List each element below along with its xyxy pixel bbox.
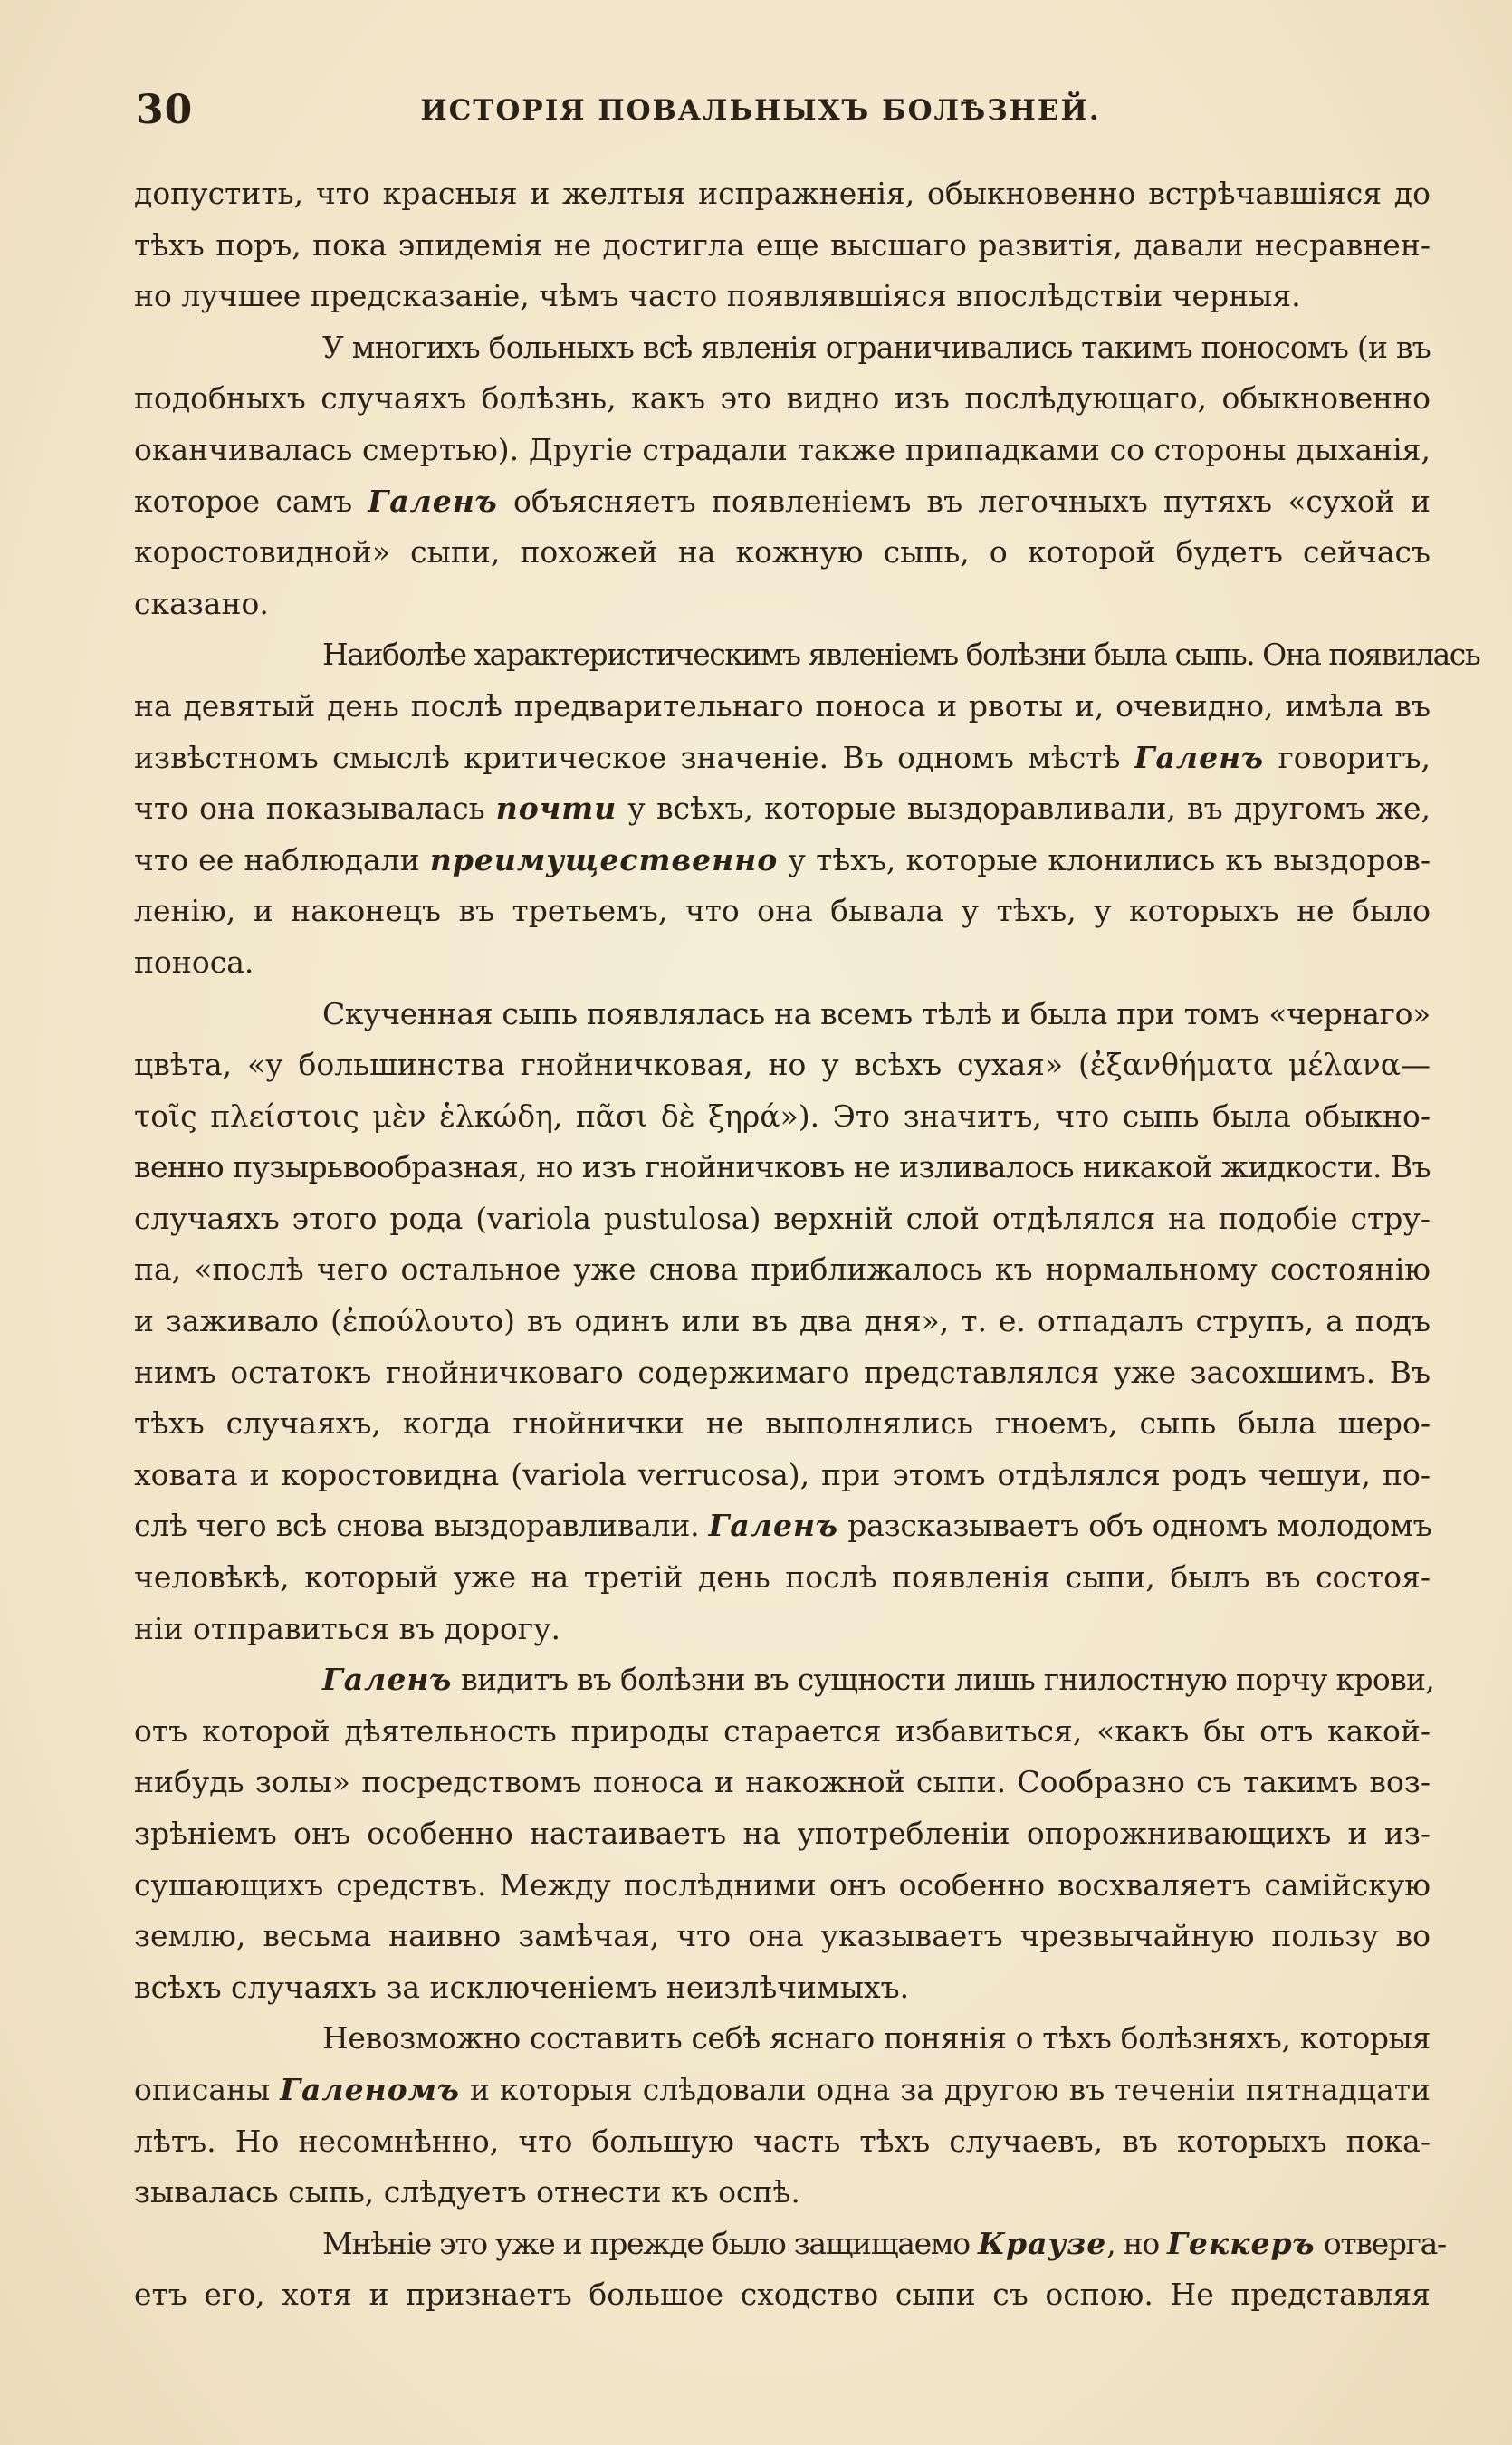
text-line: но лучшее предсказаніе, чѣмъ часто появлявшіяся впослѣдствіи черныя.: [134, 278, 1301, 314]
text-line: Невозможно составить себѣ яснаго понянія о тѣхъ болѣзняхъ, которыя: [322, 2020, 1431, 2057]
text-line: У многихъ больныхъ всѣ явленія ограничивались такимъ поносомъ (и въ: [322, 329, 1431, 365]
text-line: на девятый день послѣ предварительнаго поноса и рвоты и, очевидно, имѣла въ: [134, 687, 1431, 724]
text-line: ніи отправиться въ дорогу.: [134, 1610, 560, 1646]
text-line: человѣкѣ, который уже на третій день послѣ появленія сыпи, былъ въ состоя-: [134, 1559, 1431, 1596]
page-header: [136, 87, 1385, 141]
running-title: ИСТОРІЯ ПОВАЛЬНЫХЪ БОЛѢЗНЕЙ.: [420, 94, 1101, 127]
text-line: ховата и коростовидна (variola verrucosa), при этомъ отдѣлялся родъ чешуи, по-: [134, 1456, 1431, 1492]
text-line: описаны Галеномъ и которыя слѣдовали одна за другою въ теченіи пятнадцати: [134, 2071, 1431, 2107]
text-line: Мнѣніе это уже и прежде было защищаемо Краузе, но Геккеръ отверга-: [322, 2225, 1446, 2261]
text-line: ленію, и наконецъ въ третьемъ, что она бывала у тѣхъ, у которыхъ не было: [134, 893, 1431, 929]
text-line: допустить, что красныя и желтыя испражненія, обыкновенно встрѣчавшіяся до: [134, 176, 1431, 211]
text-line: всѣхъ случаяхъ за исключеніемъ неизлѣчимыхъ.: [134, 1969, 910, 2005]
text-line: тѣхъ случаяхъ, когда гнойнички не выполнялись гноемъ, сыпь была шеро-: [134, 1405, 1431, 1442]
text-line: слѣ чего всѣ снова выздоравливали. Галенъ разсказываетъ объ одномъ молодомъ: [134, 1508, 1432, 1544]
text-line: Скученная сыпь появлялась на всемъ тѣлѣ и была при томъ «чернаго»: [322, 995, 1431, 1031]
page-number: 30: [136, 87, 194, 133]
text-line: случаяхъ этого рода (variola pustulosa) верхній слой отдѣлялся на подобіе стру-: [134, 1200, 1431, 1236]
text-line: нимъ остатокъ гнойничковаго содержимаго представлялся уже засохшимъ. Въ: [134, 1354, 1431, 1390]
text-line: τοῖς πλείστοις μὲν ἑλκώδη, πᾶσι δὲ ξηρά»). Это значитъ, что сыпь была обыкно-: [134, 1098, 1431, 1134]
text-line: па, «послѣ чего остальное уже снова приближалось къ нормальному состоянію: [134, 1251, 1431, 1288]
text-line: что она показывалась почти у всѣхъ, которые выздоравливали, въ другомъ же,: [134, 791, 1431, 827]
text-line: отъ которой дѣятельность природы старается избавиться, «какъ бы отъ какой-: [134, 1712, 1431, 1749]
text-line: поноса.: [134, 944, 254, 980]
text-line: сказано.: [134, 585, 269, 621]
text-line: венно пузырьвообразная, но изъ гнойничковъ не изливалось никакой жидкости. Въ: [134, 1149, 1431, 1185]
text-line: и заживало (ἐπούλουτο) въ одинъ или въ два дня», т. е. отпадалъ струпъ, а подъ: [134, 1303, 1431, 1339]
text-line: которое самъ Галенъ объясняетъ появленіемъ въ легочныхъ путяхъ «сухой и: [134, 483, 1431, 519]
text-line: подобныхъ случаяхъ болѣзнь, какъ это видно изъ послѣдующаго, обыкновенно: [134, 380, 1431, 417]
text-line: коростовидной» сыпи, похожей на кожную сыпь, о которой будетъ сейчасъ: [134, 534, 1431, 570]
text-line: зрѣніемъ онъ особенно настаиваетъ на употребленіи опорожнивающихъ и из-: [134, 1816, 1431, 1851]
body-text: [134, 168, 1480, 2321]
text-line: етъ его, хотя и признаетъ большое сходство сыпи съ оспою. Не представляя: [134, 2277, 1431, 2313]
text-line: землю, весьма наивно замѣчая, что она указываетъ чрезвычайную пользу во: [134, 1918, 1431, 1954]
text-line: зывалась сыпь, слѣдуетъ отнести къ оспѣ.: [134, 2174, 800, 2210]
text-line: нибудь золы» посредствомъ поноса и накожной сыпи. Сообразно съ такимъ воз-: [134, 1764, 1431, 1800]
text-line: Наиболѣе характеристическимъ явленіемъ болѣзни была сыпь. Она появилась: [322, 637, 1480, 673]
text-line: Галенъ видитъ въ болѣзни въ сущности лишь гнилостную порчу крови,: [322, 1662, 1435, 1698]
text-line: сушающихъ средствъ. Между послѣдними онъ особенно восхваляетъ самійскую: [134, 1866, 1431, 1903]
text-line: извѣстномъ смыслѣ критическое значеніе. Въ одномъ мѣстѣ Галенъ говоритъ,: [134, 739, 1431, 775]
text-line: тѣхъ поръ, пока эпидемія не достигла еще высшаго развитія, давали несравнен-: [134, 226, 1431, 263]
text-line: оканчивалась смертью). Другіе страдали также припадками со стороны дыханія,: [134, 431, 1431, 467]
text-line: лѣтъ. Но несомнѣнно, что большую часть тѣхъ случаевъ, въ которыхъ пока-: [134, 2123, 1431, 2159]
text-line: цвѣта, «у большинства гнойничковая, но у всѣхъ сухая» (ἐξανθήματα μέλανα—: [134, 1047, 1431, 1083]
text-line: что ее наблюдали преимущественно у тѣхъ, которые клонились къ выздоров-: [134, 841, 1431, 877]
